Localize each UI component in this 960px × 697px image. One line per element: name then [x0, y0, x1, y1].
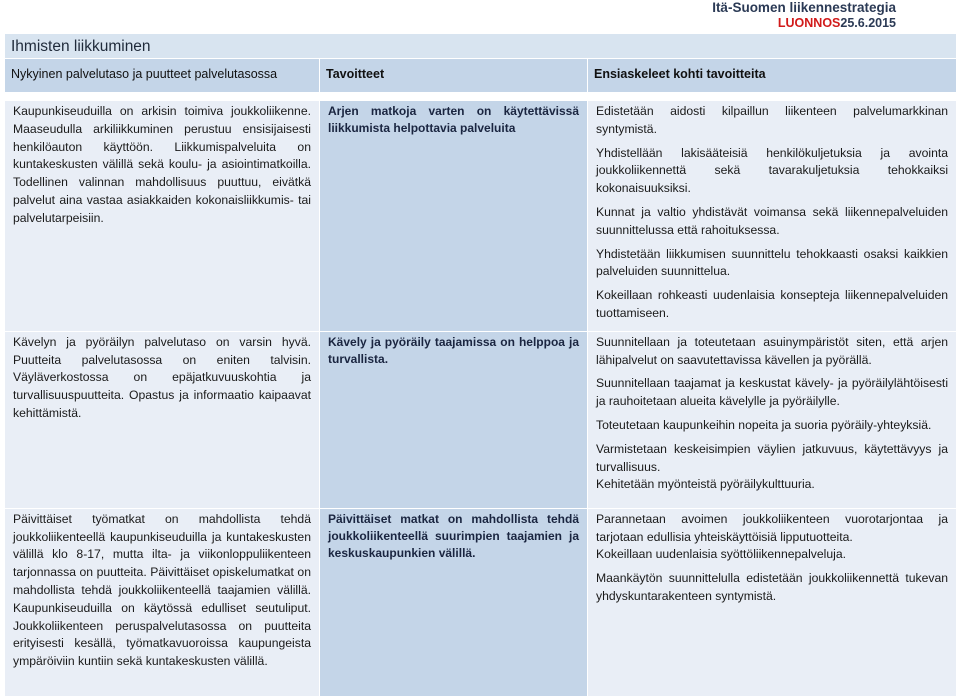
goal-text: Päivittäiset matkat on mahdollista tehdä joukkoliikenteellä suurimpien taajamien ja keskuskaupunkien välillä.	[328, 511, 579, 560]
step-item: Yhdistellään lakisääteisiä henkilökuljetuksia ja avointa joukkoliikennettä sekä tavarakuljetuksia tehokkaiksi kokonaisuuksiksi.	[596, 145, 949, 196]
table-row	[5, 331, 957, 508]
current-text: Kävelyn ja pyöräilyn palvelutaso on varsin hyvä. Puutteita palvelutasossa on eniten talvisin. Väyläverkostossa on epäjatkuvuuskohtia ja turvallisuuspuutteita. Opastus ja informaatio kaipaavat kehittämistä.	[13, 334, 311, 420]
current-service-level-cell	[5, 331, 320, 508]
goal-cell	[320, 101, 588, 332]
step-item: Suunnitellaan taajamat ja keskustat kävely- ja pyöräilylähtöisesti ja rauhoitetaan alueita kävelylle ja pyöräilylle.	[596, 376, 949, 409]
step-item: Suunnitellaan ja toteutetaan asuinympäristöt siten, että arjen lähipalvelut on saavutettavissa kävellen ja pyörällä.	[596, 334, 949, 367]
step-item: Toteutetaan kaupunkeihin nopeita ja suoria pyöräily-yhteyksiä.	[596, 417, 932, 432]
table-row	[5, 101, 957, 332]
strategy-table	[4, 33, 957, 697]
step-item: Yhdistetään liikkumisen suunnittelu tehokkaasti osaksi kaikkien palveluiden suunnittelua.	[596, 246, 949, 279]
current-service-level-cell	[5, 508, 320, 696]
column-header-row	[5, 59, 957, 93]
step-item: Kokeillaan rohkeasti uudenlaisia konsepteja liikennepalveluiden tuottamiseen.	[596, 288, 949, 320]
step-item: Parannetaan avoimen joukkoliikenteen vuorotarjontaa ja tarjotaan edullisia yhteiskäyttöisiä lipputuotteita.	[596, 511, 949, 544]
first-steps-cell	[588, 508, 957, 696]
step-item: Maankäytön suunnittelulla edistetään joukkoliikennettä tukevan yhdyskuntarakenteen syntymistä.	[596, 571, 949, 603]
table-row	[5, 508, 957, 696]
goal-text: Arjen matkoja varten on käytettävissä liikkumista helpottavia palveluita	[328, 104, 579, 135]
goal-cell	[320, 508, 588, 696]
section-title-row	[5, 34, 957, 59]
column-header-current: Nykyinen palvelutaso ja puutteet palvelutasossa	[5, 59, 320, 93]
column-header-goals: Tavoitteet	[320, 59, 588, 93]
spacer-row	[5, 93, 957, 101]
current-text: Kaupunkiseuduilla on arkisin toimiva joukkoliikenne. Maaseudulla arkiliikkuminen perustuu ensisijaisesti henkilöauton käyttöön. Liikkumispalveluita on kuntakeskusten välillä sekä koulu- ja asiointimatkoilla. Todellinen valinnan mahdollisuus puuttuu, eivätkä palvelut aina vastaa asiakkaiden kokonaisliikkumis- tai palvelutarpeisiin.	[13, 104, 311, 225]
document-date: 25.6.2015	[840, 16, 896, 30]
organization-title: Itä-Suomen liikennestrategia	[712, 0, 896, 15]
step-item: Edistetään aidosti kilpaillun liikenteen palvelumarkkinan syntymistä.	[596, 104, 949, 136]
goal-text: Kävely ja pyöräily taajamissa on helppoa ja turvallista.	[328, 334, 579, 366]
draft-label: LUONNOS	[777, 16, 841, 30]
column-header-steps: Ensiaskeleet kohti tavoitteita	[588, 59, 957, 93]
section-title: Ihmisten liikkuminen	[5, 34, 957, 59]
current-text: Päivittäiset työmatkat on mahdollista tehdä joukkoliikenteellä kaupunkiseuduilla ja kuntakeskusten välillä klo 8-17, mutta ilta- ja viikonloppuliikenteen tarjonnassa on puutteita. Päivittäiset opiskelumatkat on mahdollista tehdä joukkoliikenteellä taajamien välillä. Kaupunkiseuduilla on käytössä edulliset seutuliput. Joukkoliikenteen peruspalvelutasossa on puutteita erityisesti kesällä, työmatkavuoroissa kaupungeista ympäröiviin kuntiin sekä kuntakeskusten välillä.	[13, 511, 311, 669]
step-item: Kokeillaan uudenlaisia syöttöliikennepalveluja.	[596, 547, 847, 562]
document-header	[712, 0, 896, 31]
step-item: Kunnat ja valtio yhdistävät voimansa sekä liikennepalveluiden suunnittelussa että rahoituksessa.	[596, 204, 949, 237]
first-steps-cell	[588, 331, 957, 508]
step-item: Kehitetään myönteistä pyöräilykulttuuria.	[596, 477, 815, 492]
draft-date-line	[712, 16, 896, 31]
current-service-level-cell	[5, 101, 320, 332]
first-steps-cell	[588, 101, 957, 332]
step-item: Varmistetaan keskeisimpien väylien jatkuvuus, käytettävyys ja turvallisuus.	[596, 441, 949, 474]
goal-cell	[320, 331, 588, 508]
